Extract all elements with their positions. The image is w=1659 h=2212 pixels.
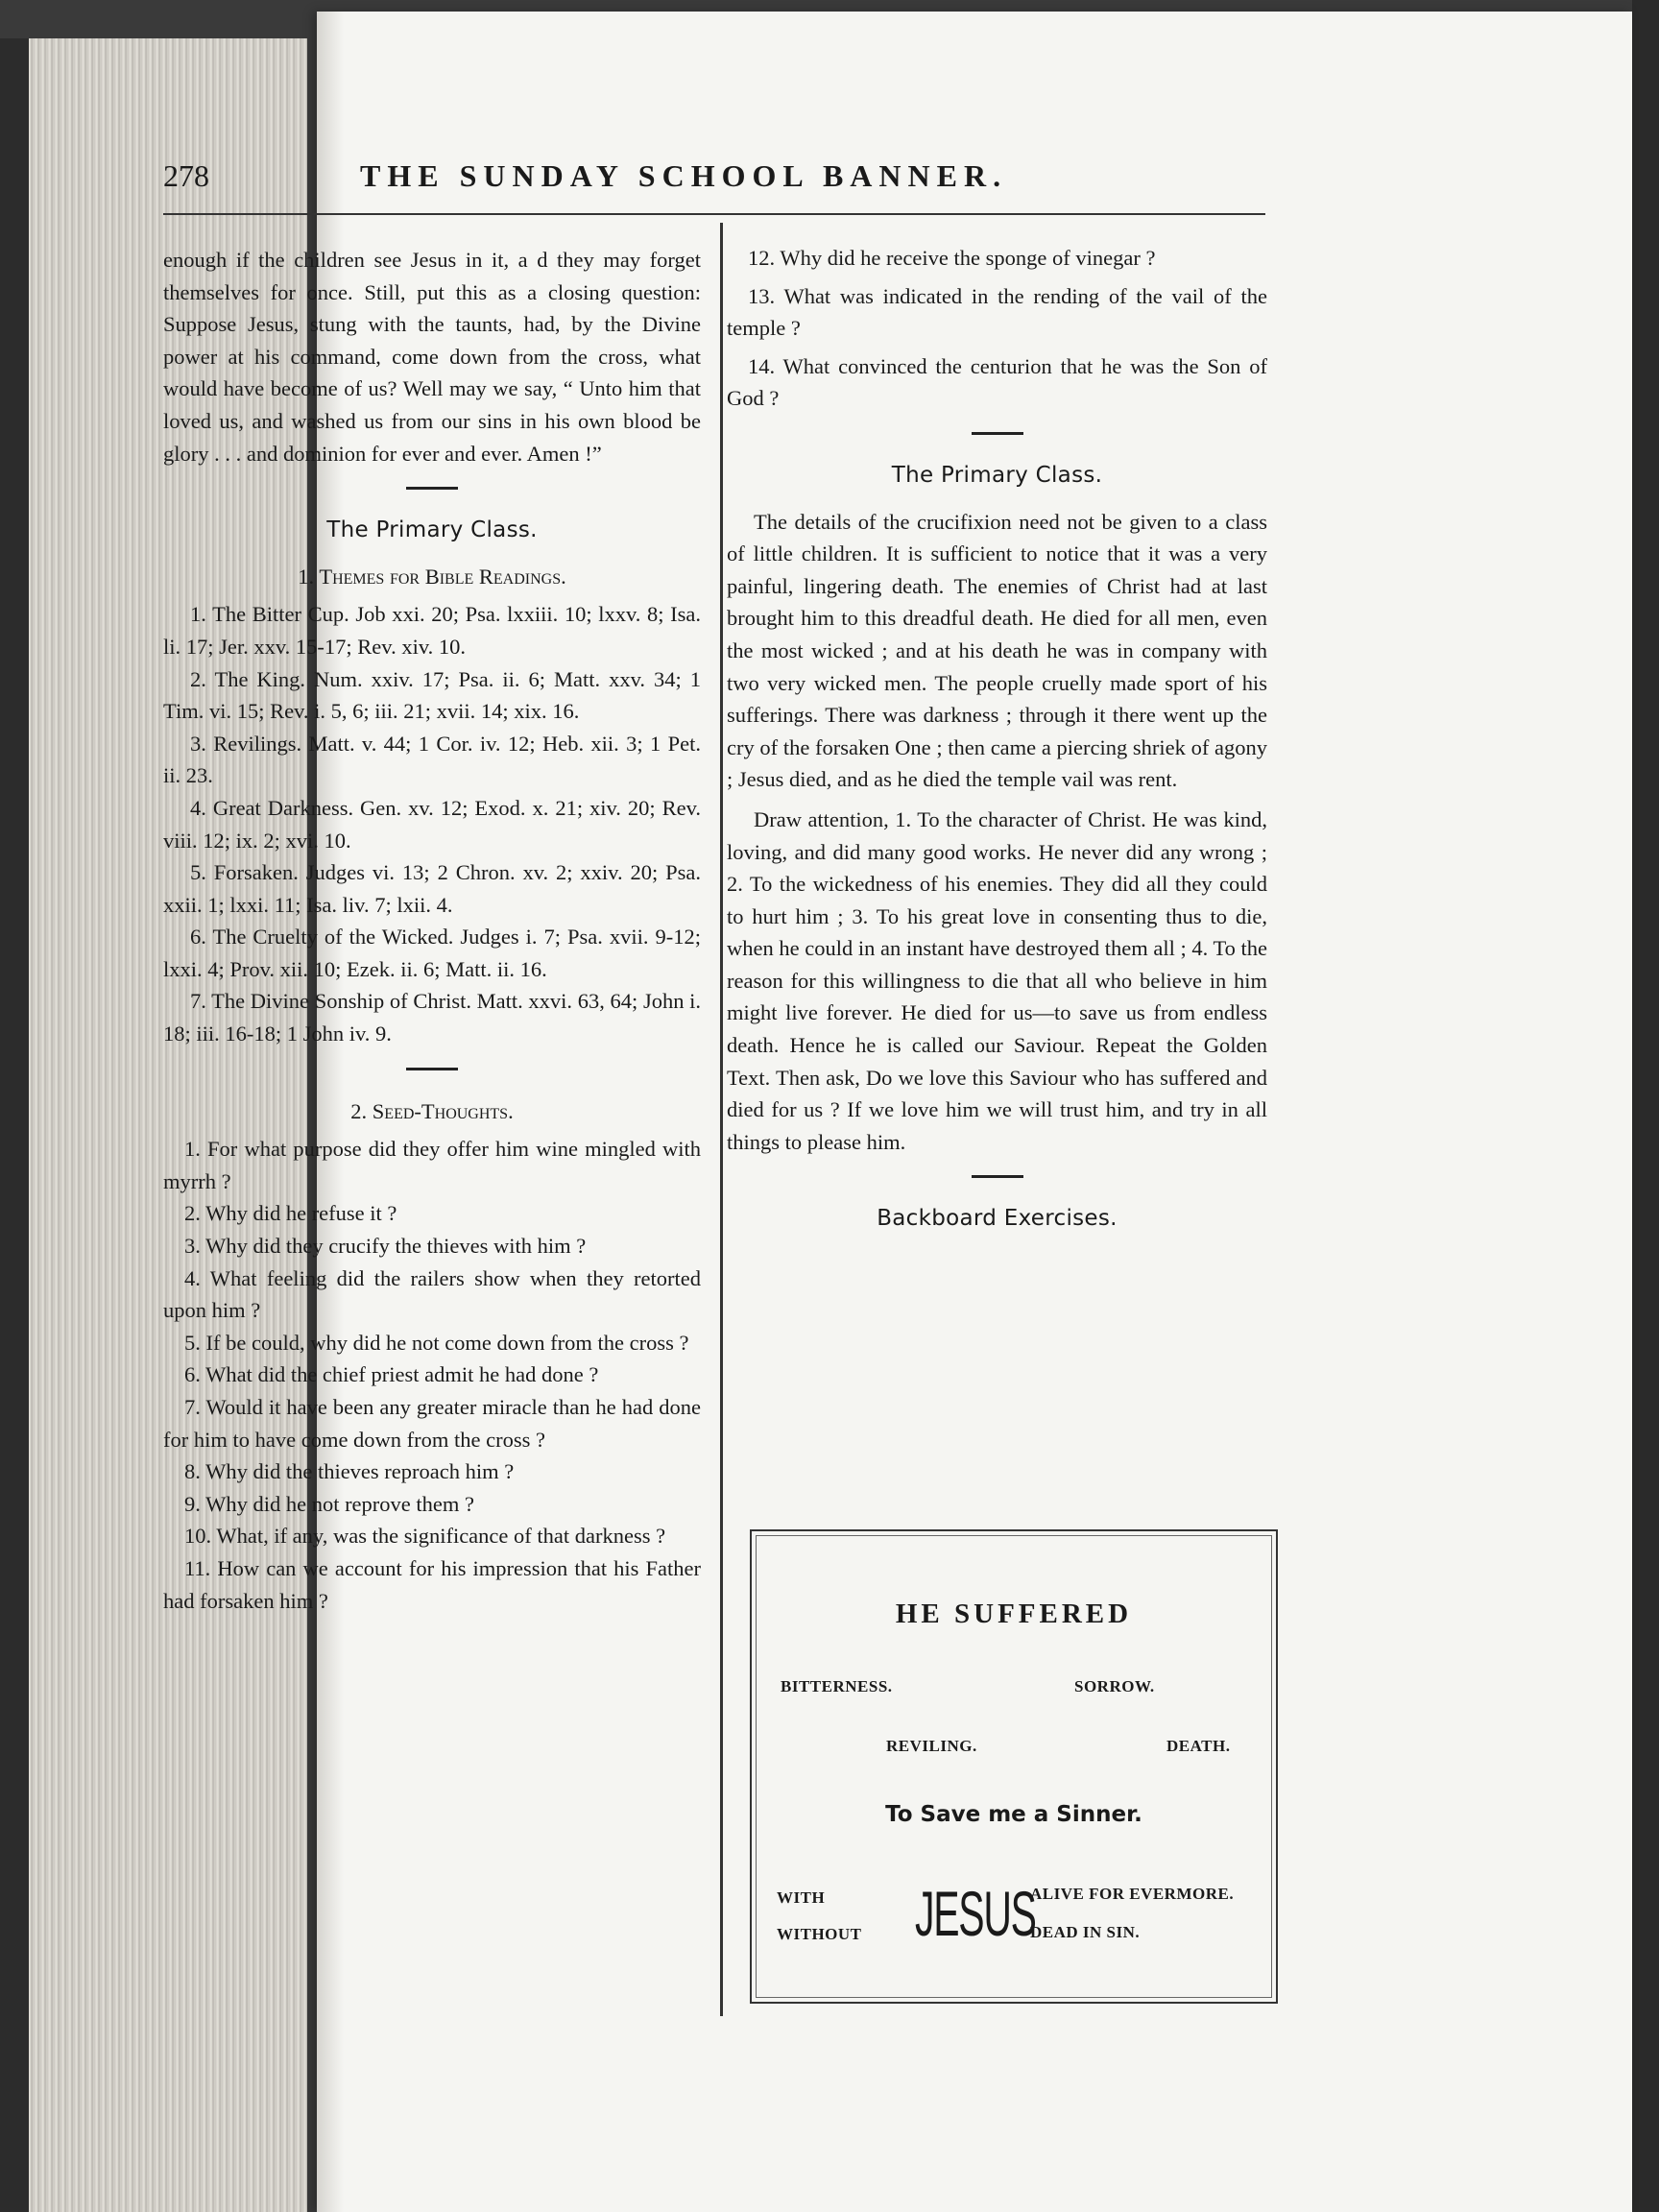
theme-item: 5. Forsaken. Judges vi. 13; 2 Chron. xv. 2; xxiv. 20; Psa. xxii. 1; lxxi. 11; Isa. liv. 7; lxii. 4. [163,860,701,917]
board-dead: DEAD IN SIN. [1030,1923,1141,1941]
body-paragraph: Draw attention, 1. To the character of Christ. He was kind, loving, and did many good works. He never did any wrong ; 2. To the wickedness of his enemies. They did all they could to hurt him ; 3. To his great love in consenting thus to die, when he could in an instant have destroyed them all ; 4. To the reason for this willingness to die that all who believe in him might live forever. He died for us—to save us from endless death. Hence he is called our Saviour. Repeat the Golden Text. Then ask, Do we love this Saviour who has suffered and died for us ? If we love him we will trust him, and try in all things to please him. [727,806,1267,1154]
section-rule [972,1175,1023,1178]
primary-class-heading: The Primary Class. [891,462,1103,488]
board-without: WITHOUT [777,1925,862,1943]
body-paragraph: The details of the crucifixion need not be given to a class of little children. It is sufficient to notice that it was a very painful, lingering death. The enemies of Christ had at last brought him to this dreadful death. He died for all men, even the most wicked ; and at his death he was in company with two very wicked men. The people cruelly made sport of his sufferings. There was darkness ; through it there went up the cry of the forsaken One ; then came a piercing shriek of agony ; Jesus died, and as he died the temple vail was rent. [727,509,1267,792]
column-rule [720,223,723,2016]
background-right [1632,0,1659,2212]
seed-thoughts-heading: 2. Seed-Thoughts. [350,1098,514,1123]
question: 2. Why did he refuse it ? [184,1201,397,1226]
question: 9. Why did he not reprove them ? [184,1491,475,1516]
question: 13. What was indicated in the rending of the vail of the temple ? [727,283,1267,341]
question: 8. Why did the thieves reproach him ? [184,1459,515,1484]
theme-item: 7. The Divine Sonship of Christ. Matt. xxvi. 63, 64; John i. 18; iii. 16-18; 1 John iv. 9. [163,989,701,1046]
board-word: REVILING. [886,1737,977,1755]
question: 3. Why did they crucify the thieves with him ? [184,1234,587,1259]
page-number: 278 [163,158,209,193]
header-rule [163,213,1265,215]
theme-item: 3. Revilings. Matt. v. 44; 1 Cor. iv. 12; Heb. xii. 3; 1 Pet. ii. 23. [163,731,701,788]
board-alive: ALIVE FOR EVERMORE. [1030,1885,1235,1903]
question: 7. Would it have been any greater miracle than he had done for him to have come down from the cross ? [163,1395,701,1452]
question: 6. What did the chief priest admit he had done ? [184,1362,599,1387]
board-word: SORROW. [1074,1677,1155,1695]
blackboard-exercise [750,1529,1278,2004]
question: 14. What convinced the centurion that he was the Son of God ? [727,353,1267,411]
page-header [163,158,1286,206]
question: 5. If be could, why did he not come down from the cross ? [184,1330,689,1355]
book-spine-shadow [0,38,29,2212]
theme-item: 6. The Cruelty of the Wicked. Judges i. 7; Psa. xvii. 9-12; lxxi. 4; Prov. xii. 10; Ezek. ii. 6; Matt. ii. 16. [163,925,701,981]
question: 11. How can we account for his impression that his Father had forsaken him ? [163,1555,701,1613]
running-title: THE SUNDAY SCHOOL BANNER. [360,158,1008,193]
section-rule [406,487,458,490]
theme-item: 2. The King. Num. xxiv. 17; Psa. ii. 6; Matt. xxv. 34; 1 Tim. vi. 15; Rev. i. 5, 6; iii. 21; xvii. 14; xix. 16. [163,666,701,724]
question: 12. Why did he receive the sponge of vinegar ? [748,246,1156,270]
intro-paragraph: enough if the children see Jesus in it, a d they may forget themselves for once. Still, put this as a closing question: Suppose Jesus, stung with the taunts, had, by the Divine power at his command, come down from the cross, what would have become of us? Well may we say, “ Unto him that loved us, and washed us from our sins in his own blood be glory . . . and dominion for ever and ever. Amen !” [163,248,701,466]
board-subtitle: To Save me a Sinner. [885,1802,1142,1827]
section-rule [406,1068,458,1070]
board-word: BITTERNESS. [781,1677,893,1695]
question: 4. What feeling did the railers show when they retorted upon him ? [163,1265,701,1323]
theme-item: 1. The Bitter Cup. Job xxi. 20; Psa. lxxiii. 10; lxxv. 8; Isa. li. 17; Jer. xxv. 15-17; Rev. xiv. 10. [163,602,701,659]
primary-class-heading: The Primary Class. [326,517,538,543]
board-title: HE SUFFERED [895,1599,1133,1629]
section-rule [972,432,1023,435]
question: 1. For what purpose did they offer him wine mingled with myrrh ? [163,1137,701,1193]
left-column [163,244,701,1617]
theme-item: 4. Great Darkness. Gen. xv. 12; Exod. x. 21; xiv. 20; Rev. viii. 12; ix. 2; xvi. 10. [163,795,701,853]
board-jesus: JESUS [915,1878,1036,1949]
board-word: DEATH. [1166,1737,1231,1755]
blackboard-heading: Backboard Exercises. [877,1206,1118,1232]
themes-heading: 1. Themes for Bible Readings. [298,564,566,589]
board-with: WITH [777,1888,826,1907]
question: 10. What, if any, was the significance of that darkness ? [184,1524,666,1549]
right-column [727,242,1267,1249]
